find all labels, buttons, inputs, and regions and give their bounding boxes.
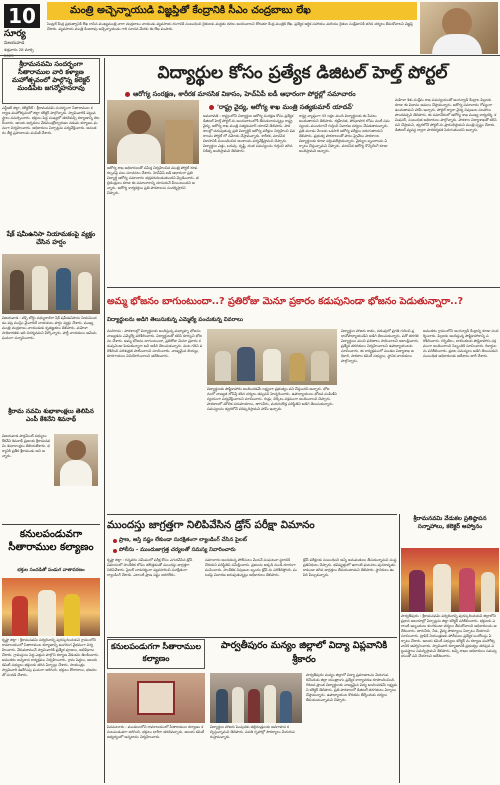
paper-name: సూర్య [4, 29, 26, 39]
drone-bullet-1-dot [113, 539, 117, 543]
main-bullet-1-dot [125, 92, 130, 97]
main-story-divider [107, 287, 500, 288]
bottom-right-story [210, 639, 398, 783]
bottom-left-story [107, 639, 207, 783]
left-headline-3: శ్రీరామ నవమి శుభాకాంక్షలు తెలిపిన ఎంపీ కేశినేని శివనాథ్ [8, 408, 94, 423]
main-photo [107, 100, 199, 164]
drone-text-col-1: కృష్ణా జిల్లా : గన్నవరం సమీపంలో పరీక్ష కోసం ఎగురవేసిన డ్రోన్ విమానంలో సాంకేతిక లోపం తలెత్తడంతో ముందస్తు జాగ్రత్తగా నిలిపివేశారు. పైలట్ చాకచక్యంగా వ్యవహరించి సురక్షితంగా ల్యాండింగ్ చేశారు. ఎలాంటి ప్రాణ నష్టం జరగలేదు. [107, 558, 193, 577]
page-number: 10 [8, 4, 36, 28]
main-text-col-3: రాష్ట్ర వ్యాప్తంగా 45 లక్షల మంది విద్యార్థులకు ఈ సేవలు అందుతాయని తెలిపారు. రక్తహీనత, పోషకాహార లోపం వంటి సమస్యలను ముందుగానే గుర్తించి నివారణ చర్యలు చేపడతామన్నారు. ప్రతి మూడు నెలలకు ఒకసారి ఆరోగ్య పరీక్షలు జరుగుతాయని తెలిపారు. ప్రభుత్వ పాఠశాలలతో పాటు ప్రైవేటు పాఠశాలల విద్యార్థులకు కూడా వర్తింపజేస్తామన్నారు. వైద్యుల బృందాలను ఏర్పాటు చేస్తున్నామని చెప్పారు. మానసిక ఆరోగ్య కౌన్సెలింగ్ కూడా అందిస్తామని అన్నారు. [299, 114, 390, 153]
left-divider-1 [2, 524, 100, 525]
drone-banner: ముందస్తు జాగ్రత్తగా నిలిపివేసిన డ్రోన్ పరీక్షా విమానం [107, 519, 315, 531]
right-column-rule [399, 514, 400, 783]
masthead-divider [0, 55, 500, 56]
right-headline: శ్రీరామనవమి వేడుకల ప్రతిష్ఠాపన సన్నాహాలు, కలెక్టర్ ఆహ్వానం [413, 516, 487, 530]
drone-bullet-1: ప్రాణ, ఆస్తి నష్టం లేకుండా సురక్షితంగా ల్యాండింగ్ చేసిన పైలట్ [119, 537, 247, 543]
mid-subline: విద్యార్థులను అడిగి తెలుసుకున్న ఎమ్మెల్యే పంచుకున్న వివరాలు [107, 317, 243, 323]
right-column [401, 516, 500, 783]
bottom-divider [107, 637, 397, 638]
mid-banner: అమ్మ భోజనం బాగుంటుందా..? ప్రతిరోజు మెనూ ప్రకారం కడుపునిండా భోజనం పెడుతున్నారా..? [107, 296, 464, 307]
right-text: పార్వతీపురం : శ్రీరామనవమి పర్వదినాన్ని పురస్కరించుకుని జిల్లాలోని ప్రధాన ఆలయాల్లో ఏర్పాట్లను జిల్లా కలెక్టర్ పరిశీలించారు. భక్తులకు ఎలాంటి ఇబ్బందులు కలగకుండా చర్యలు తీసుకోవాలని అధికారులను ఆదేశించారు. తాగునీరు, నీడ, వైద్య సౌకర్యాలు ఏర్పాటు చేయాలని సూచించారు. ట్రాఫిక్ నియంత్రణకు పోలీసులు ప్రత్యేక బందోబస్తు ఏర్పాటు చేశారు. ఆలయ కమిటీ సభ్యులు కలెక్టర్ ను కల్యాణ మహోత్సవానికి ఆహ్వానించారు. స్వామివారి కల్యాణానికి ప్రభుత్వం తరఫున పట్టువస్త్రాలు సమర్పిస్తామని తెలిపారు. అన్ని శాఖల అధికారులు సమన్వయంతో పని చేయాలని ఆదేశించారు. [401, 614, 497, 658]
bottom-right-headline: పార్వతీపురం మన్యం జిల్లాలో విద్యా విప్లవానికి శ్రీకారం [220, 640, 388, 665]
main-bullet-2: 'రాష్ట్ర వైద్య, ఆరోగ్య శాఖ మంత్రి సత్యకుమార్ యాదవ్' [217, 103, 354, 111]
bottom-right-photo [210, 673, 302, 723]
drone-text-col-3: డ్రోన్ పరీక్షలకు సంబంధించి అన్ని అనుమతులు తీసుకున్నామని సంస్థ ప్రతినిధులు చెప్పారు. భవిష్యత్తులో ఇలాంటి ఘటనలు పునరావృతం కాకుండా తగిన జాగ్రత్తలు తీసుకుంటామని తెలిపారు. స్థానికులు ఊపిరి పీల్చుకున్నారు. [303, 558, 397, 577]
drone-bullet-2-dot [113, 549, 117, 553]
drone-text-col-2: సమాచారం అందుకున్న పోలీసులు వెంటనే సంఘటనా స్థలానికి చేరుకుని పరిస్థితిని సమీక్షించారు. ప్రజలను అక్కడి నుండి దూరంగా పంపించారు. సాంకేతిక నిపుణుల బృందం డ్రోన్ ను పరిశీలిస్తోంది. ఘటనపై విచారణ జరుపుతున్నట్లు అధికారులు తెలిపారు. [205, 558, 297, 577]
right-photo [401, 548, 499, 612]
mid-story-divider [107, 514, 397, 515]
mid-text-col-2: విద్యార్థులకు పౌష్టికాహారం అందించడమే లక్ష్యంగా ప్రభుత్వం పని చేస్తుందని అన్నారు. భోజనంలో నాణ్యత లోపిస్తే కఠిన చర్యలు తప్పవని హెచ్చరించారు. ఉపాధ్యాయులు భోజన పంపిణీని స్వయంగా పర్యవేక్షించాలని సూచించారు. గుడ్లు, చిక్కీలు సక్రమంగా అందించాలని చెప్పారు. పాఠశాలలో మౌలిక సదుపాయాలు, తాగునీరు, మరుగుదొడ్ల పరిస్థితిని అడిగి తెలుసుకున్నారు. సమస్యలను త్వరలోనే పరిష్కరిస్తామని హామీ ఇచ్చారు. [207, 387, 337, 411]
masthead [0, 0, 500, 54]
left-photo-1 [2, 254, 100, 314]
mid-story [107, 289, 500, 513]
main-text-col-4: మహిళా శిశు సంక్షేమ శాఖ సమన్వయంతో అంగన్వాడీ కేంద్రాల పిల్లలకు కూడా ఈ విధానం అమలు చేస్తామన్నారు. ఆరోగ్య సమాచారం గోప్యంగా ఉంచుతామని హామీ ఇచ్చారు. పోర్టల్ ద్వారా వైద్య నిపుణుల సలహాలు పొందవచ్చని తెలిపారు. ఈ సమావేశంలో ఆరోగ్య శాఖ ముఖ్య కార్యదర్శి, కమిషనర్, సంబంధిత అధికారులు పాల్గొన్నారు. పాఠశాల విద్యాశాఖతో కలిసి పని చేస్తామని, త్వరలోనే పోర్టల్ ను ప్రారంభిస్తామని మంత్రి స్పష్టం చేశారు. డిజిటల్ వ్యవస్థ ద్వారా పారదర్శకత పెరుగుతుందని అన్నారు. [395, 98, 497, 132]
main-story [107, 58, 500, 286]
main-bullet-1: ఆరోగ్య సంరక్షణ, శారీరక మానసిక వికాసం, హెచ్ఏపీ ఐడీ ఆధారంగా పోర్టల్లో సమాచారం [133, 90, 356, 98]
left-story-2-text: విజయవాడ : వక్ఫ్ బోర్డు సభ్యురాలిగా షేక్ షమీఉనిసాను నియమించడం పట్ల ముస్లిం మైనారిటీ నాయకులు హర్షం వ్యక్తం చేశారు. ముఖ్యమంత్రి చంద్రబాబు నాయుడుకు కృతజ్ఞతలు తెలిపారు. మహిళా సాధికారతకు ఇది నిదర్శనమని పేర్కొన్నారు. పార్టీ నాయకులు ఆమెను ఘనంగా సన్మానించారు. [2, 316, 97, 340]
main-bullet-2-dot [209, 105, 214, 110]
mid-text-col-3: విద్యార్థుల హాజరు శాతం, చదువులో ప్రగతి గురించి ప్రధానోపాధ్యాయుడిని అడిగి తెలుసుకున్నారు. పదో తరగతి విద్యార్థులు మంచి ఫలితాలు సాధించాలని ఆకాంక్షించారు. ప్రత్యేక తరగతులు నిర్వహించాలని ఉపాధ్యాయులకు సూచించారు. ఈ కార్యక్రమంలో మండల విద్యాశాఖ అధికారి, పాఠశాల కమిటీ సభ్యులు, స్థానిక నాయకులు పాల్గొన్నారు. [341, 329, 420, 363]
drone-bullet-2: పోలీసు - ముందుజాగ్రత్త చర్యలతో సమస్య నివారించారు [119, 547, 236, 553]
left-story-3-text: విజయవాడ పార్లమెంట్ సభ్యులు కేశినేని శివనాథ్ ప్రజలకు శ్రీరామనవమి శుభాకాంక్షలు తెలియజేశారు. ధర్మానికి ప్రతీక శ్రీరాముడు అని అన్నారు. [2, 434, 51, 458]
bottom-left-photo [107, 673, 205, 723]
main-text-col-1: అమరావతి : రాష్ట్రంలోని విద్యార్థుల ఆరోగ్య సంరక్షణ కోసం ప్రత్యేక డిజిటల్ హెల్త్ పోర్టల్ ను అందుబాటులోకి తీసుకురానున్నట్లు రాష్ట్ర వైద్య, ఆరోగ్య శాఖ మంత్రి సత్యకుమార్ యాదవ్ తెలిపారు. పాఠశాలల్లో చదువుతున్న ప్రతి విద్యార్థికి ఆరోగ్య పరీక్షలు నిర్వహించి వివరాలను పోర్టల్ లో నమోదు చేస్తామన్నారు. శారీరక, మానసిక వికాసానికి సంబంధించిన అంశాలను పర్యవేక్షిస్తామని చెప్పారు. విద్యార్థుల ఎత్తు, బరువు, దృష్టి, దంత సమస్యలను గుర్తించి తగిన చికిత్స అందిస్తామని తెలిపారు. [203, 114, 295, 153]
left-headline-4: కనులపండువగా సీతారాముల కల్యాణం [8, 529, 94, 553]
minister-portrait [420, 2, 498, 54]
left-headline-2: షేక్ షమీఉనిసా నియామకంపై వ్యక్తం చేసిన హర్షం [6, 230, 96, 246]
mid-text-col-1: నందిగామ : పాఠశాలల్లో విద్యార్థులకు అందిస్తున్న మధ్యాహ్న భోజనం నాణ్యతను ఎమ్మెల్యే పరిశీలించారు. విద్యార్థులతో కలిసి కూర్చుని భోజనం చేశారు. అమ్మ భోజనం బాగుంటుందా, ప్రతిరోజు మెనూ ప్రకారం కడుపునిండా పెడుతున్నారా అని అడిగి తెలుసుకున్నారు. వంట గదిని పరిశీలించి పరిశుభ్రత పాటించాలని సూచించారు. నాణ్యమైన బియ్యం, కూరగాయలు వినియోగించాలని ఆదేశించారు. [107, 329, 203, 358]
mid-text-col-4: అనంతరం గ్రామంలోని అంగన్వాడీ కేంద్రాన్ని కూడా సందర్శించారు. పిల్లలకు అందిస్తున్న పౌష్టికాహారాన్ని పరిశీలించారు. గర్భిణీలు, బాలింతలకు పౌష్టికాహారం సక్రమంగా అందించాలని సిబ్బందికి సూచించారు. రికార్డులను పరిశీలించారు. ప్రజల సమస్యలు అడిగి తెలుసుకుని సంబంధిత అధికారులకు ఆదేశాలు జారీ చేశారు. [423, 329, 499, 358]
left-photo-2 [2, 578, 100, 636]
bottom-left-headline: కనులపండుగగా సీతారాముల కల్యాణం [111, 642, 201, 663]
mid-photo [207, 329, 337, 385]
bottom-left-text: పెనమలూరు : మండలంలోని రామాలయంలో సీతారాముల కల్యాణం కనులపండువగా జరిగింది. భక్తులు భారీగా తరలివచ్చారు. ఆలయ కమిటీ ఆధ్వర్యంలో అన్నదానం నిర్వహించారు. [107, 725, 205, 739]
top-headline: మంత్రి అచ్చెన్నాయుడి విజ్ఞప్తితో కేంద్రానికి సీఎం చంద్రబాబు లేఖ [70, 5, 311, 16]
left-headline-4-sub: భక్తుల సందడితో పండుగ వాతావరణం [17, 568, 85, 573]
bottom-right-text-1: పార్వతీపురం మన్యం జిల్లాలో విద్యా ప్రమాణాలను మెరుగుపరిచేందుకు జిల్లా యంత్రాంగం ప్రత్యేక కార్యాచరణ రూపొందించింది. గిరిజన ప్రాంత విద్యార్థులకు నాణ్యమైన విద్య అందించడమే లక్ష్యమని కలెక్టర్ తెలిపారు. ప్రతి పాఠశాలలో డిజిటల్ తరగతులు ఏర్పాటు చేస్తామన్నారు. ఉపాధ్యాయుల కొరతను తీర్చేందుకు చర్యలు తీసుకుంటున్నామని చెప్పారు. [306, 673, 398, 702]
dateline-city: విజయవాడ [4, 41, 25, 46]
top-story-text: సెంట్రల్ కేంద్ర ప్రభుత్వానికి లేఖ రాసిన ముఖ్యమంత్రి నారా చంద్రబాబు నాయుడు వ్యవసాయ రంగానికి సంబంధించి రైతులకు మద్దతు ధరలు అందించాలని కోరుతూ కేంద్ర మంత్రికి లేఖ. ప్రత్యేక ఆర్థిక సహాయం మరియు రైతుల సంక్షేమానికి తగిన చర్యలు తీసుకోవాలని విజ్ఞప్తి చేశారు. వ్యవసాయ మంత్రి కింజరాపు అచ్చెన్నాయుడు గారి సూచన మేరకు ఈ లేఖ పంపారు. [47, 22, 413, 31]
left-column-rule [104, 58, 105, 783]
dateline-date: శుక్రవారం 28 మార్చి [4, 47, 34, 52]
left-story-1-text: ఎన్టీఆర్ జిల్లా, కలెక్టరేట్ : శ్రీరామనవమి సందర్భంగా సీతారాముల కల్యాణ మహోత్సవంలో జిల్లా కలెక్టర్ పాల్గొన్నారు. స్వామివారికి పట్టువస్త్రాలు సమర్పించారు. భక్తులు పెద్ద సంఖ్యలో తరలివచ్చి కల్యాణాన్ని తిలకించారు. ఆలయ అర్చకులు వేదమంత్రోచ్ఛారణల నడుమ కల్యాణం ఘనంగా నిర్వహించారు. అధికారులు ఏర్పాట్లను పర్యవేక్షించారు. అనంతరం తీర్థ ప్రసాదాలను పంపిణీ చేశారు. [2, 106, 100, 135]
main-text-col-2: ఆరోగ్య శాఖ అధికారులతో సమీక్ష నిర్వహించిన మంత్రి పోర్టల్ రూపకల్పనపై పలు సూచనలు చేశారు. హెచ్ఏపీ ఐడీ ఆధారంగా ప్రతి విద్యార్థి ఆరోగ్య సమాచారం భద్రపరచబడుతుందని వెల్లడించారు. తల్లిదండ్రులు కూడా ఈ సమాచారాన్ని చూసుకునే వీలుంటుందని అన్నారు. ఆరోగ్య కార్యకర్తలు ప్రతి పాఠశాలను సందర్శిస్తారని చెప్పారు. [107, 166, 199, 195]
drone-story [107, 516, 397, 636]
left-story-4-text: కృష్ణా జిల్లా : శ్రీరామనవమి పర్వదినాన్ని పురస్కరించుకుని గ్రామంలోని రామాలయంలో సీతారాముల కల్యాణాన్ని అంగరంగ వైభవంగా నిర్వహించారు. వేకువజామునే స్వామివారికి ప్రత్యేక పూజలు, అభిషేకాలు చేశారు. గ్రామస్తులు పెద్ద ఎత్తున పాల్గొని కల్యాణ వేడుకను తిలకించారు. అనంతరం అన్నదాన కార్యక్రమం నిర్వహించారు. గ్రామ పెద్దలు, ఆలయ కమిటీ సభ్యులు భక్తులకు తగిన ఏర్పాట్లు చేశారు. సాయంత్రం స్వామివారి ఊరేగింపు ఘనంగా జరిగింది. భక్తులు కోలాటాలు, భజనలతో సందడి చేశారు. [2, 638, 99, 677]
mp-portrait [54, 434, 98, 486]
bottom-right-text-2: విద్యార్థుల హాజరు పెంపునకు తల్లిదండ్రులకు అవగాహన కల్పిస్తున్నామని తెలిపారు. వసతి గృహాల్లో సౌకర్యాలు మెరుగుపరుస్తామన్నారు. [210, 725, 295, 739]
left-headline-1: శ్రీరామనవమి సందర్భంగా సీతారాముల వారి కళ్యాణ మహోత్సవంలో పాల్గొన్న కలెక్టర్ మండిపేట జగన్మోహనరావు [12, 60, 90, 92]
left-column [2, 58, 102, 783]
main-banner: విద్యార్థుల కోసం ప్రత్యేక డిజిటల్ హెల్త్ పోర్టల్ [157, 63, 448, 83]
